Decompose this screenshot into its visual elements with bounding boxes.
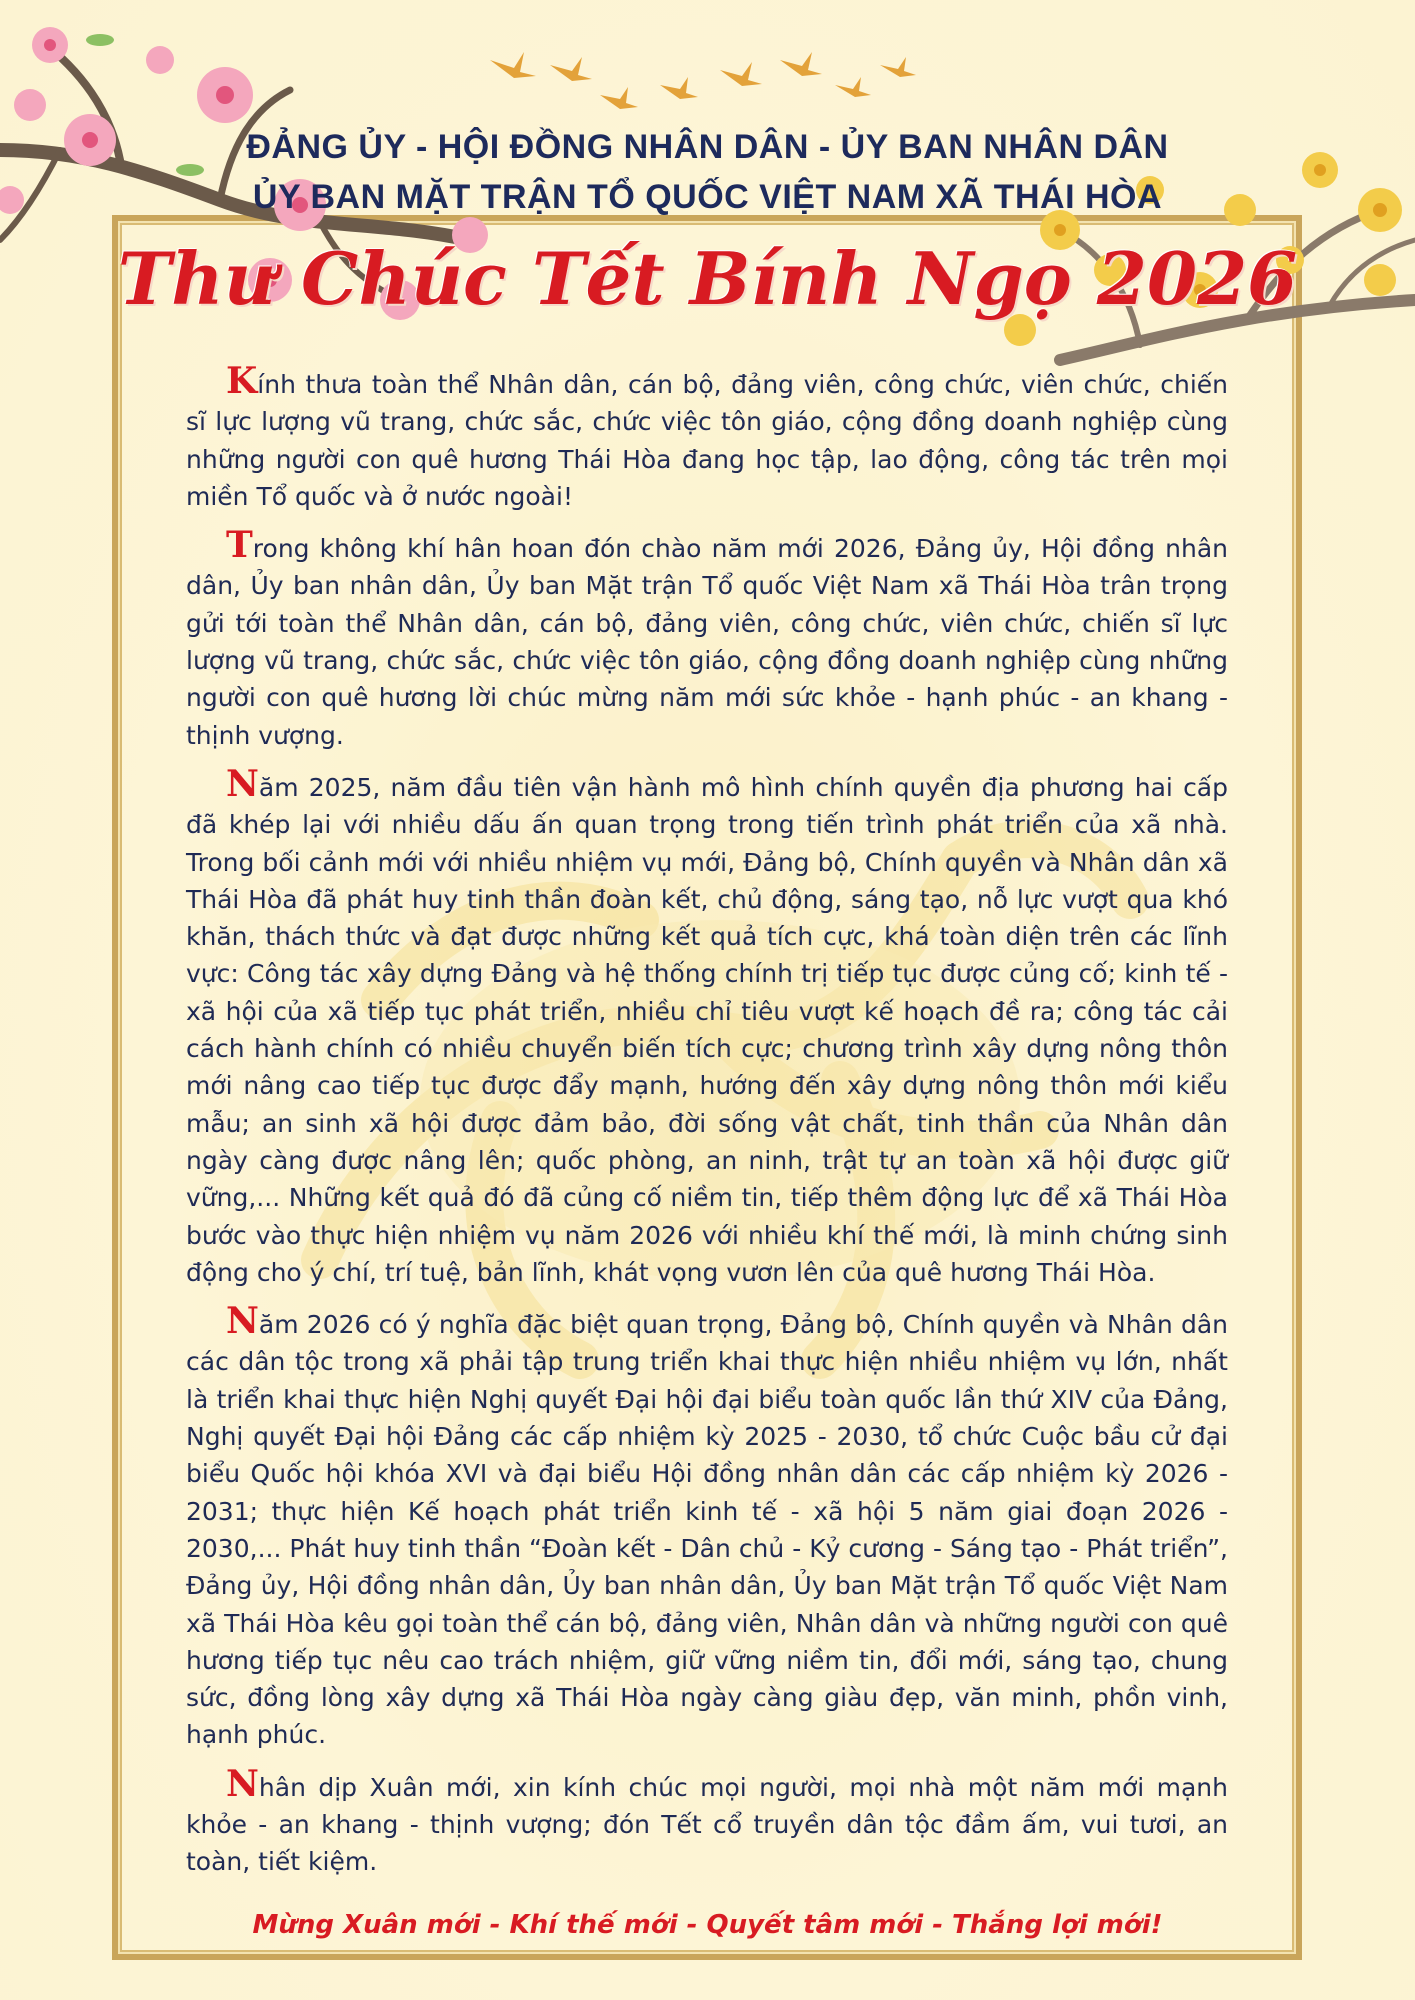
drop-cap: T xyxy=(226,524,253,567)
drop-cap: K xyxy=(226,360,258,402)
paragraph-greeting xyxy=(186,360,1228,515)
paragraph-text: ăm 2026 có ý nghĩa đặc biệt quan trọng, Đảng bộ, Chính quyền và Nhân dân các dân tộc trong xã phải tập trung triển khai thực hiện nhiều nhiệm vụ lớn, nhất là triển khai thực hiện Nghị quyết Đại hội đại biểu toàn quốc lần thứ XIV của Đảng, Nghị quyết Đại hội Đảng các cấp nhiệm kỳ 2025 - 2030, tổ chức Cuộc bầu cử đại biểu Quốc hội khóa XVI và đại biểu Hội đồng nhân dân các cấp nhiệm kỳ 2026 - 2031; thực hiện Kế hoạch phát triển kinh tế - xã hội 5 năm giai đoạn 2026 - 2030,... Phát huy tinh thần “Đoàn kết - Dân chủ - Kỷ cương - Sáng tạo - Phát triển”, Đảng ủy, Hội đồng nhân dân, Ủy ban nhân dân, Ủy ban Mặt trận Tổ quốc Việt Nam xã Thái Hòa kêu gọi toàn thể cán bộ, đảng viên, Nhân dân và những người con quê hương tiếp tục nêu cao trách nhiệm, giữ vững niềm tin, đổi mới, sáng tạo, chung sức, đồng lòng xây dựng xã Thái Hòa ngày càng giàu đẹp, văn minh, phồn vinh, hạnh phúc. xyxy=(186,1310,1228,1750)
letter-body xyxy=(186,360,1228,1893)
paragraph-text: ăm 2025, năm đầu tiên vận hành mô hình chính quyền địa phương hai cấp đã khép lại với nhiều dấu ấn quan trọng trong tiến trình phát triển của xã nhà. Trong bối cảnh mới với nhiều nhiệm vụ mới, Đảng bộ, Chính quyền và Nhân dân xã Thái Hòa đã phát huy tinh thần đoàn kết, chủ động, sáng tạo, nỗ lực vượt qua khó khăn, thách thức và đạt được những kết quả tích cực, khá toàn diện trên các lĩnh vực: Công tác xây dựng Đảng và hệ thống chính trị tiếp tục được củng cố; kinh tế - xã hội của xã tiếp tục phát triển, nhiều chỉ tiêu vượt kế hoạch đề ra; công tác cải cách hành chính có nhiều chuyển biến tích cực; chương trình xây dựng nông thôn mới nâng cao tiếp tục được đẩy mạnh, hướng đến xây dựng nông thôn mới kiểu mẫu; an sinh xã hội được đảm bảo, đời sống vật chất, tinh thần của Nhân dân ngày càng được nâng lên; quốc phòng, an ninh, trật tự an toàn xã hội được giữ vững,... Những kết quả đó đã củng cố niềm tin, tiếp thêm động lực để xã Thái Hòa bước vào thực hiện nhiệm vụ năm 2026 với nhiều khí thế mới, là minh chứng sinh động cho ý chí, trí tuệ, bản lĩnh, khát vọng vươn lên của quê hương Thái Hòa. xyxy=(186,772,1228,1287)
paragraph-new-year-wishes xyxy=(186,524,1228,754)
drop-cap: N xyxy=(226,1762,259,1805)
header-organizations-line1: ĐẢNG ỦY - HỘI ĐỒNG NHÂN DÂN - ỦY BAN NHÂN DÂN xyxy=(246,128,1169,166)
paragraph-text: hân dịp Xuân mới, xin kính chúc mọi người, mọi nhà một năm mới mạnh khỏe - an khang - thịnh vượng; đón Tết cổ truyền dân tộc đầm ấm, vui tươi, an toàn, tiết kiệm. xyxy=(186,1772,1228,1877)
swallow-birds-icon xyxy=(480,40,920,120)
paragraph-2025-review xyxy=(186,762,1228,1291)
paragraph-closing-wishes xyxy=(186,1762,1228,1881)
header-organizations-line2: ỦY BAN MẶT TRẬN TỔ QUỐC VIỆT NAM XÃ THÁI HÒA xyxy=(252,178,1163,216)
paragraph-text: rong không khí hân hoan đón chào năm mới 2026, Đảng ủy, Hội đồng nhân dân, Ủy ban nhân dân, Ủy ban Mặt trận Tổ quốc Việt Nam xã Thái Hòa trân trọng gửi tới toàn thể Nhân dân, cán bộ, đảng viên, công chức, viên chức, chiến sĩ lực lượng vũ trang, chức sắc, chức việc tôn giáo, cộng đồng doanh nghiệp cùng những người con quê hương lời chúc mừng năm mới sức khỏe - hạnh phúc - an khang - thịnh vượng. xyxy=(186,534,1228,750)
paragraph-text: ính thưa toàn thể Nhân dân, cán bộ, đảng viên, công chức, viên chức, chiến sĩ lực lượng vũ trang, chức sắc, chức việc tôn giáo, cộng đồng doanh nghiệp cùng những người con quê hương Thái Hòa đang học tập, lao động, công tác trên mọi miền Tổ quốc và ở nước ngoài! xyxy=(186,370,1228,511)
closing-slogan: Mừng Xuân mới - Khí thế mới - Quyết tâm mới - Thắng lợi mới! xyxy=(252,1910,1163,1940)
paragraph-2026-tasks xyxy=(186,1300,1228,1754)
drop-cap: N xyxy=(226,1300,259,1343)
letter-title: Thư Chúc Tết Bính Ngọ 2026 xyxy=(117,236,1298,321)
drop-cap: N xyxy=(226,762,259,805)
